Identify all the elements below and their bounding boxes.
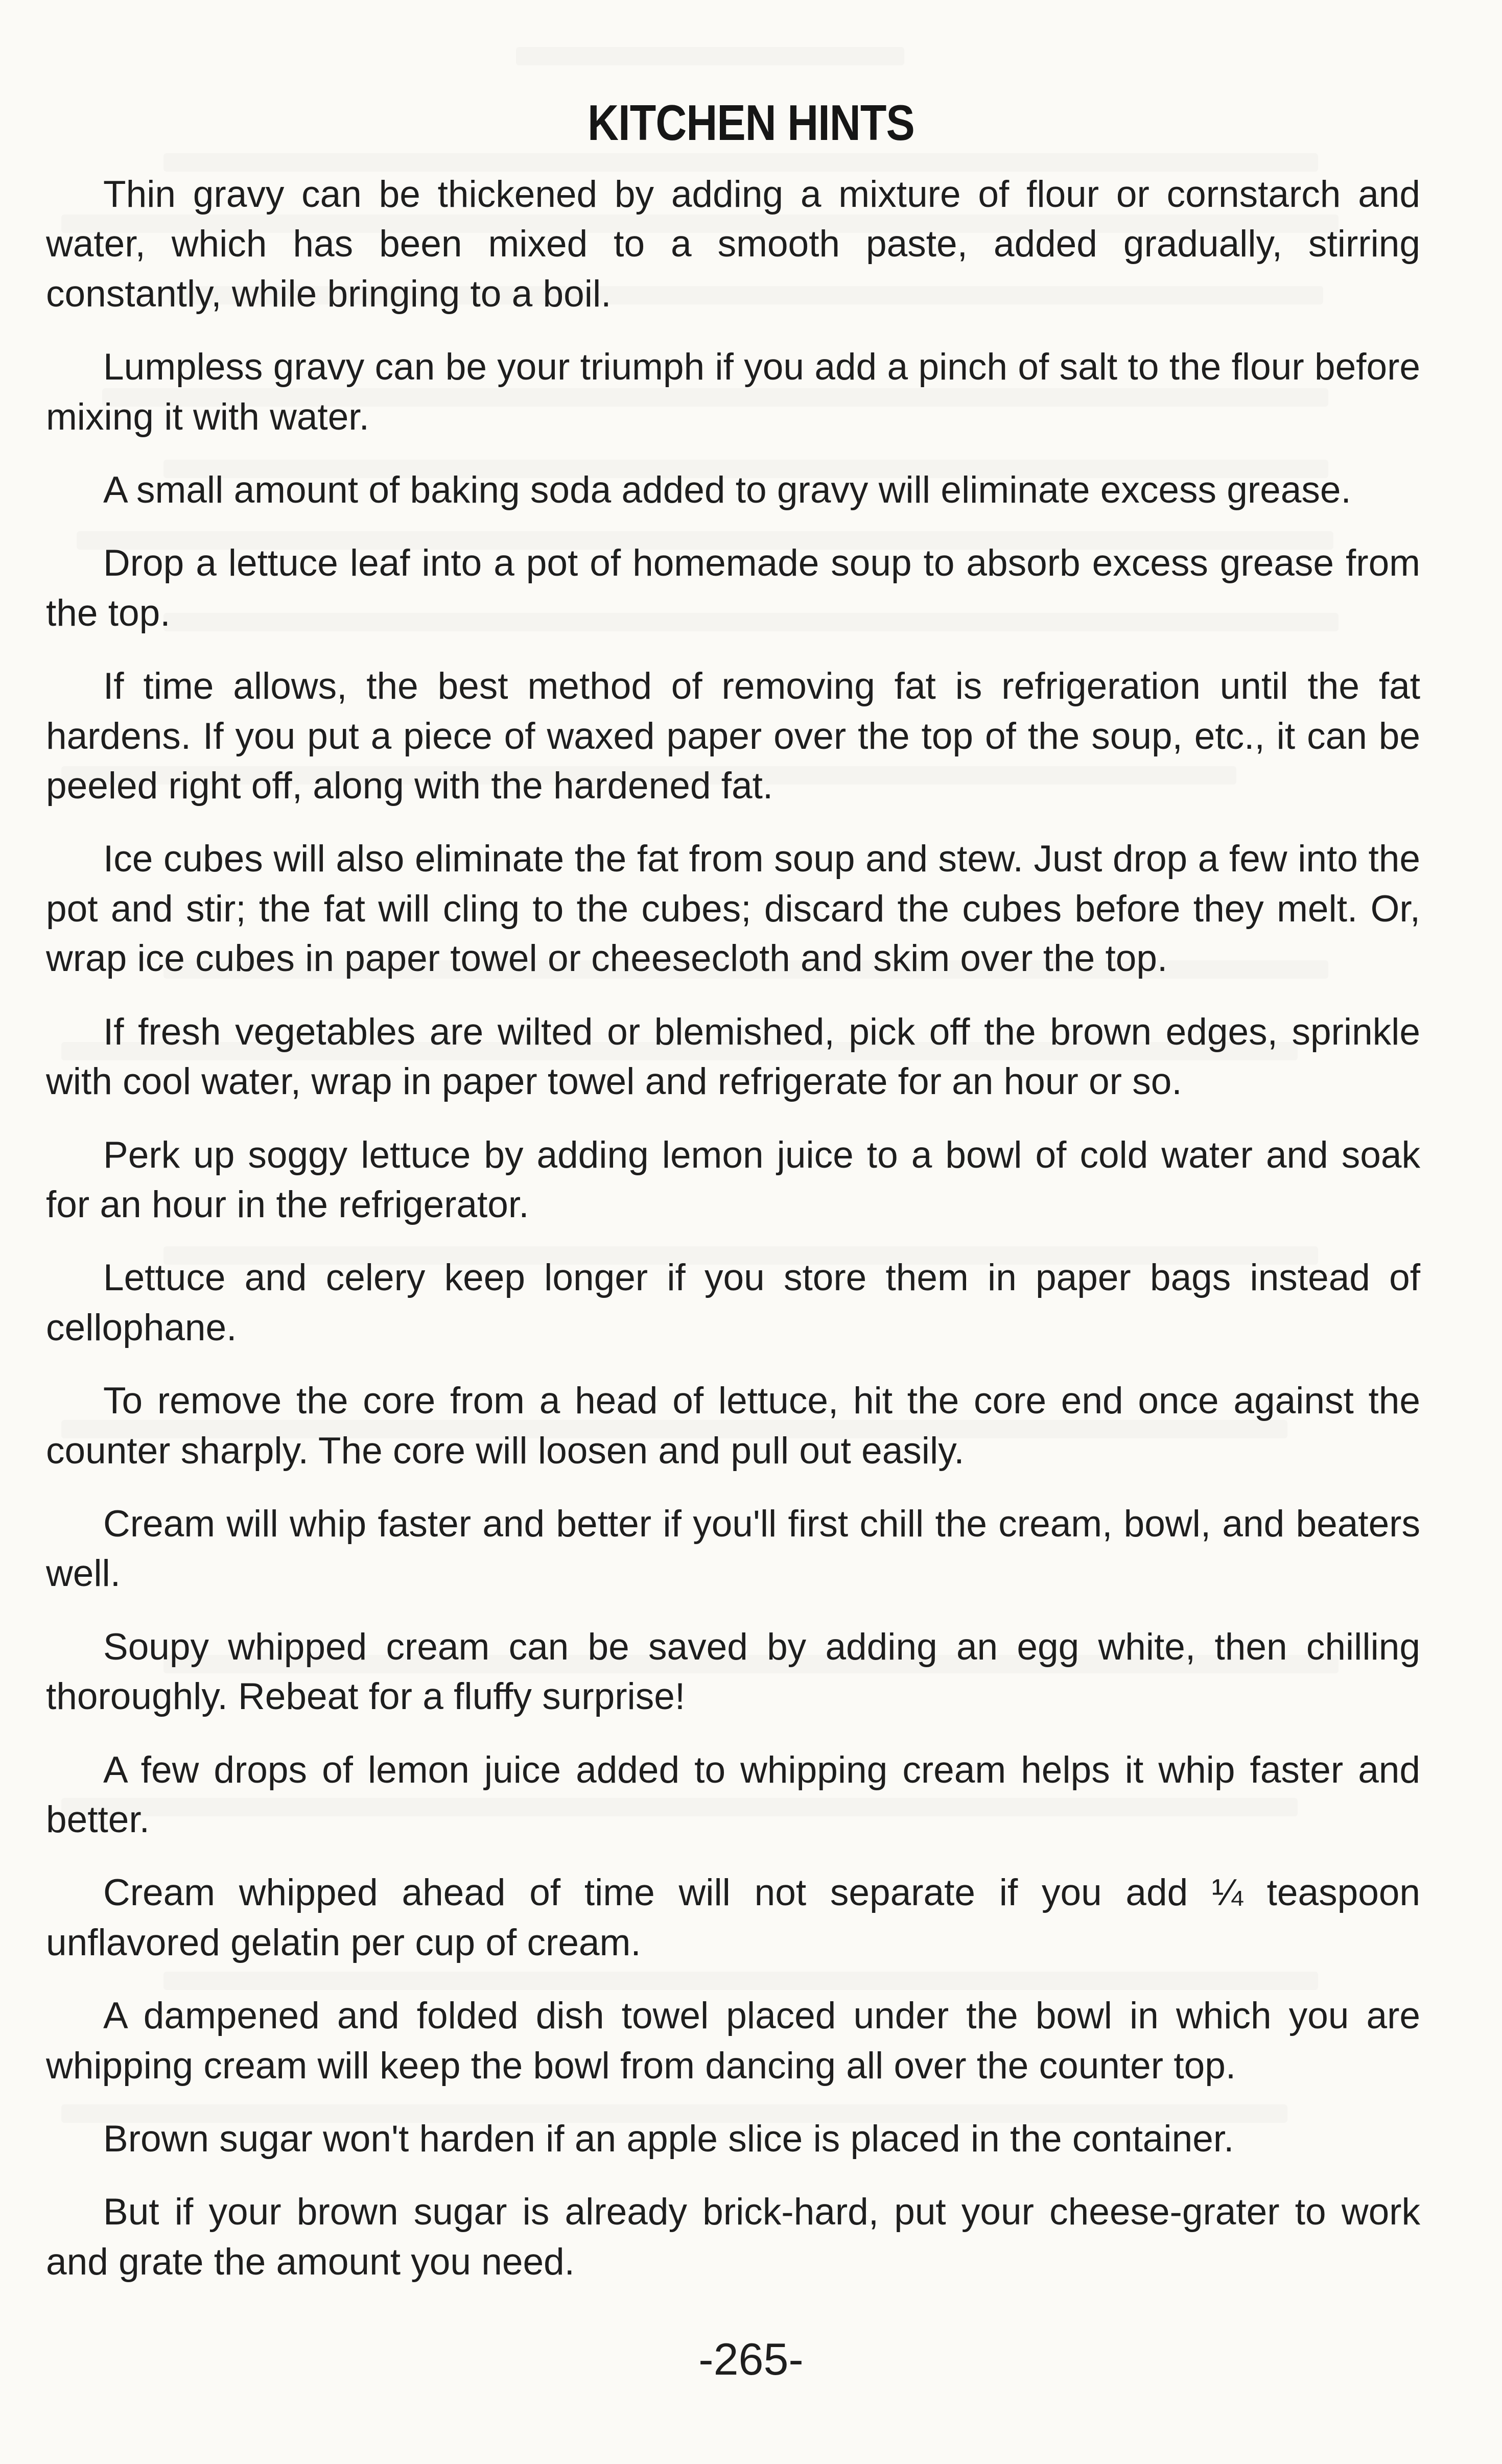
hint-paragraph: If time allows, the best method of removing fat is refrigeration until the fat hardens. If you put a piece of waxed paper over the top of the soup, etc., it can be peeled right off, along with the hardened fat. (46, 666, 1420, 807)
hint-paragraph: But if your brown sugar is already brick-hard, put your cheese-grater to work and grate the amount you need. (46, 2191, 1420, 2283)
hint-paragraph: Cream whipped ahead of time will not separate if you add ¼ teaspoon unflavored gelatin per cup of cream. (46, 1872, 1420, 1963)
hint-paragraph: If fresh vegetables are wilted or blemished, pick off the brown edges, sprinkle with cool water, wrap in paper towel and refrigerate for an hour or so. (46, 1011, 1420, 1103)
hint-paragraph: Lumpless gravy can be your triumph if you add a pinch of salt to the flour before mixing it with water. (46, 346, 1420, 438)
hint-paragraph: Perk up soggy lettuce by adding lemon juice to a bowl of cold water and soak for an hour in the refrigerator. (46, 1134, 1420, 1225)
hint-paragraph: A few drops of lemon juice added to whipping cream helps it whip faster and better. (46, 1749, 1420, 1840)
hint-paragraph: Cream will whip faster and better if you'll first chill the cream, bowl, and beaters well. (46, 1503, 1420, 1595)
hint-paragraph: Ice cubes will also eliminate the fat from soup and stew. Just drop a few into the pot and stir; the fat will cling to the cubes; discard the cubes before they melt. Or, wrap ice cubes in paper towel or cheesecloth and skim over the top. (46, 838, 1420, 980)
hint-paragraph: Brown sugar won't harden if an apple slice is placed in the container. (103, 2118, 1234, 2160)
hint-paragraph: A small amount of baking soda added to gravy will eliminate excess grease. (103, 469, 1351, 511)
hint-paragraph: Soupy whipped cream can be saved by adding an egg white, then chilling thoroughly. Rebeat for a fluffy surprise! (46, 1626, 1420, 1718)
hint-paragraph: Thin gravy can be thickened by adding a mixture of flour or cornstarch and water, which has been mixed to a smooth paste, added gradually, stirring constantly, while bringing to a boil. (46, 174, 1420, 315)
hints-list (46, 170, 1420, 2310)
hint-paragraph: To remove the core from a head of lettuce, hit the core end once against the counter sharply. The core will loosen and pull out easily. (46, 1380, 1420, 1472)
page-title: KITCHEN HINTS (588, 94, 914, 151)
hint-paragraph: Lettuce and celery keep longer if you store them in paper bags instead of cellophane. (46, 1257, 1420, 1348)
hint-paragraph: Drop a lettuce leaf into a pot of homemade soup to absorb excess grease from the top. (46, 542, 1420, 634)
hint-paragraph: A dampened and folded dish towel placed under the bowl in which you are whipping cream will keep the bowl from dancing all over the counter top. (46, 1995, 1420, 2087)
page-number: -265- (698, 2334, 804, 2384)
